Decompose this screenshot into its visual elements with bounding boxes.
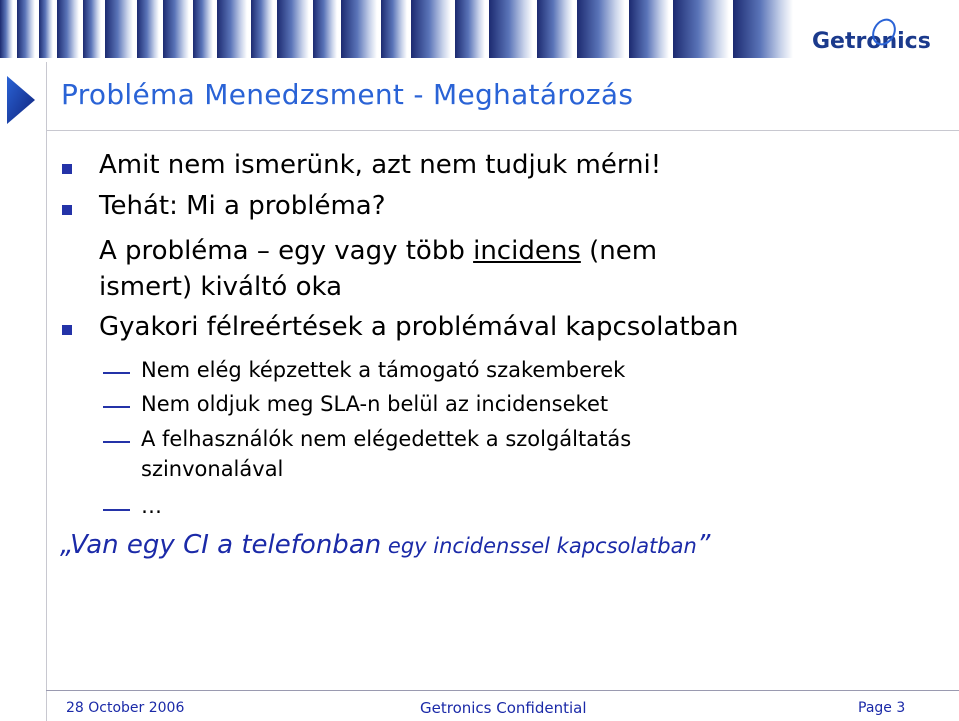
footer-date: 28 October 2006 xyxy=(66,700,185,716)
dash-icon xyxy=(103,441,130,443)
definition-text: A probléma – egy vagy több xyxy=(99,236,474,266)
slide-title: Probléma Menedzsment - Meghatározás xyxy=(61,78,634,111)
quote-line xyxy=(60,530,710,560)
definition-line-2: ismert) kiváltó oka xyxy=(99,272,343,302)
left-vertical-rule xyxy=(46,62,47,721)
bullet-2: Tehát: Mi a probléma? xyxy=(99,191,386,221)
definition-line-1 xyxy=(99,236,657,266)
sub-item-3: A felhasználók nem elégedettek a szolgáltatás xyxy=(141,427,632,451)
incidens-link[interactable]: incidens xyxy=(473,236,581,266)
quote-rest: egy incidenssel kapcsolatban xyxy=(381,534,697,558)
footer-confidential: Getronics Confidential xyxy=(420,699,587,717)
logo-wordmark: Getronics xyxy=(812,29,931,54)
sub-item-1: Nem elég képzettek a támogató szakemberek xyxy=(141,358,626,382)
sub-item-3-cont: szinvonalával xyxy=(141,457,284,481)
dash-icon xyxy=(103,509,130,511)
getronics-logo xyxy=(812,18,942,58)
title-rule xyxy=(46,130,959,131)
bullet-square-icon xyxy=(62,164,72,174)
definition-text-end: (nem xyxy=(580,236,658,266)
sub-item-4: … xyxy=(141,494,162,518)
bullet-1: Amit nem ismerünk, azt nem tudjuk mérni! xyxy=(99,150,662,180)
getronics-logo-graphic xyxy=(812,18,942,58)
footer-page-number: Page 3 xyxy=(858,700,906,716)
quote-open-mark: „ xyxy=(60,530,71,560)
bullet-square-icon xyxy=(62,325,72,335)
footer-rule xyxy=(46,690,959,691)
dash-icon xyxy=(103,406,130,408)
play-arrow-icon xyxy=(7,76,35,124)
sub-item-2: Nem oldjuk meg SLA-n belül az incidenseket xyxy=(141,392,609,416)
bullet-square-icon xyxy=(62,205,72,215)
bullet-3: Gyakori félreértések a problémával kapcsolatban xyxy=(99,312,739,342)
quote-close-mark: ” xyxy=(696,530,711,560)
quote-emphasis: Van egy CI a telefonban xyxy=(70,530,382,560)
dash-icon xyxy=(103,372,130,374)
